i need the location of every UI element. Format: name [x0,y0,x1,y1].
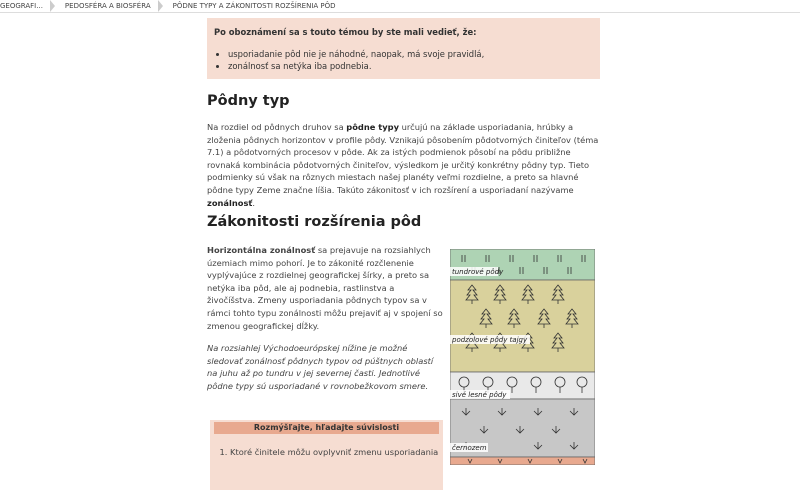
think-list [210,446,443,458]
zonality-text [207,244,443,393]
text-run: Na rozdiel od pôdnych druhov sa [207,122,347,132]
soil-zone-bands [450,249,595,465]
section-heading-podny-typ: Pôdny typ [207,93,290,109]
breadcrumb [0,0,800,13]
term-podne-typy: pôdne typy [346,122,400,132]
term-zonalnost: zonálnosť [207,197,253,208]
think-heading: Rozmýšľajte, hľadajte súvislosti [214,422,439,434]
label-forest: sivé lesné pôdy [452,391,507,399]
objectives-list [214,48,593,73]
breadcrumb-item-geografia[interactable]: GEOGRAFI... [0,0,55,12]
paragraph-horizontalna [207,244,443,332]
paragraph-podny-typ [207,121,600,209]
list-item: • usporiadanie pôd nie je náhodné, naopak, má svoje pravidlá, [228,48,593,61]
text-run: . [252,197,256,208]
label-taiga: podzolové pôdy tajgy [452,336,528,344]
label-tundra: tundrové pôdy [452,268,504,276]
label-chernozem: černozem [452,444,487,452]
think-box [210,420,443,490]
list-item: 1. Ktoré činitele môžu ovplyvniť zmenu usporiadania [230,446,443,458]
zone-bottom-band [450,457,595,465]
soil-zones-diagram [450,249,595,465]
text-run: určujú na základe usporiadania, hrúbky a zloženia pôdnych horizontov v profile pôdy. Vznikajú pôsobením pôdotvorných činiteľov (téma 7.1) a pôdotvorných procesov v pôde. Ak za istých podmienok pôsobí na pôdu približne rovnaká kombinácia pôdotvorných činiteľov, výsledkom je určitý konkrétny pôdny typ. Tieto podmienky sú však na rôznych miestach našej planéty veľmi rozdielne, a preto sa hlavné pôdne typy Zeme značne líšia. Takúto zákonitosť v ich rozšírení a usporiadaní nazývame [207,122,599,195]
zone-taiga-band [450,280,595,372]
callout-title: Po oboznámení sa s touto témou by ste mali vedieť, že: [214,27,477,37]
section-heading-zakonitosti: Zákonitosti rozšírenia pôd [207,214,422,230]
breadcrumb-item-current: PÔDNE TYPY A ZÁKONITOSTI ROZŠÍRENIA PÔD [172,2,336,10]
list-item: • zonálnosť sa netýka iba podnebia. [228,60,593,73]
paragraph-example: Na rozsiahlej Východoeurópskej nížine je možné sledovať zonálnosť pôdnych typov od púštnych oblastí na juhu až po tundru v jej severnej časti. Jednotlivé pôdne typy sú usporiadané v rovnobežkovom smere. [207,343,434,391]
term-horizontalna-zonalnost: Horizontálna zonálnosť [207,245,316,255]
objectives-callout [207,18,600,79]
breadcrumb-item-pedosfera[interactable]: PEDOSFÉRA A BIOSFÉRA [55,0,163,12]
text-run: sa prejavuje na rozsiahlych územiach mimo pohorí. Je to zákonité rozčlenenie vyplývajúce z rozdielnej geografickej šírky, a preto sa netýka iba pôd, ale aj podnebia, rastlinstva a živočíšstva. Zmeny usporiadania pôdnych typov sa v rámci tohto typu zonálnosti môžu prejaviť aj v spojení so zmenou geografickej dĺžky. [207,245,443,331]
